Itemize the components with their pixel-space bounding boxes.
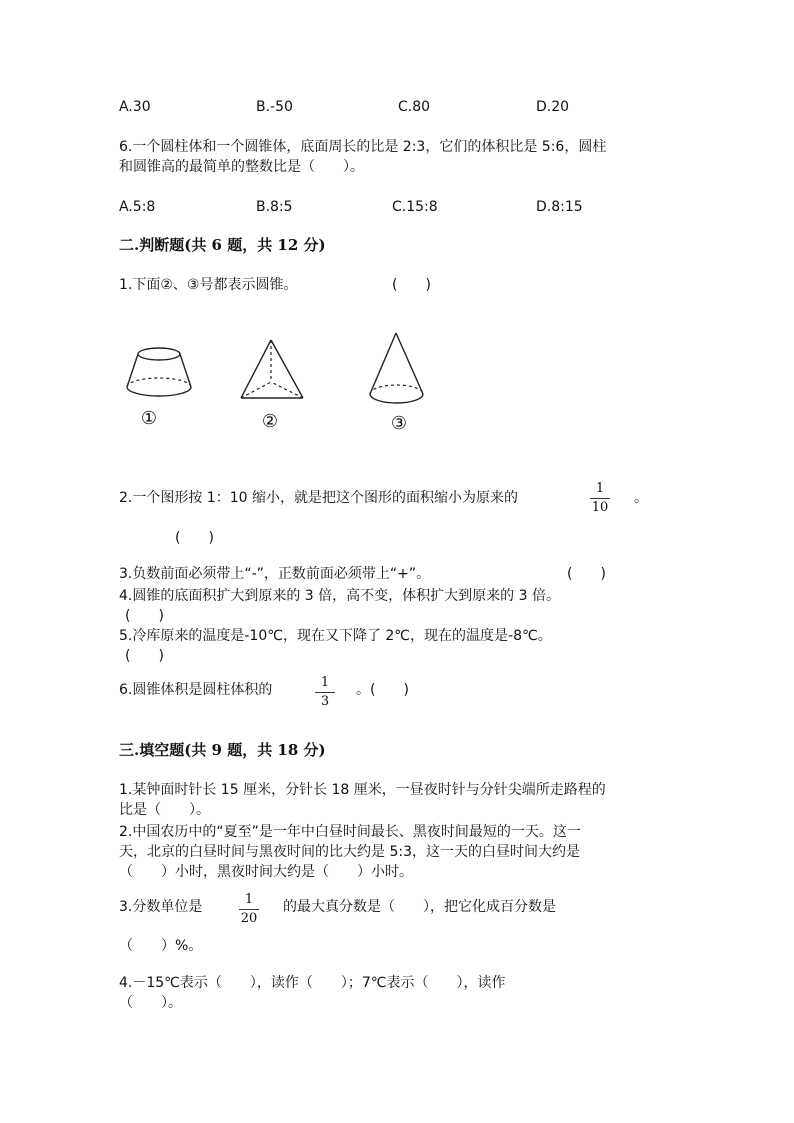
- pyramid-figure: [238, 337, 308, 402]
- s3-q2-line1: 2.中国农历中的“夏至”是一年中白昼时间最长、黑夜时间最短的一天。这一: [119, 824, 581, 840]
- s2-q3-paren: ( ): [567, 566, 606, 582]
- figure-label-1: ①: [140, 408, 158, 429]
- s2-q4-text: 4.圆锥的底面积扩大到原来的 3 倍，高不变，体积扩大到原来的 3 倍。: [119, 588, 560, 604]
- fraction-numerator: 1: [595, 481, 605, 496]
- s2-q2-fraction: [588, 481, 612, 516]
- s3-q2-line3: （ ）小时，黑夜时间大约是（ ）小时。: [119, 864, 413, 880]
- s2-q6-text: 6.圆锥体积是圆柱体积的: [119, 682, 273, 698]
- s3-q3-fraction: [237, 892, 261, 927]
- q5-option-a: A.30: [119, 99, 151, 115]
- fraction-denominator: 3: [320, 694, 330, 709]
- s2-q2-text: 2.一个图形按 1：10 缩小，就是把这个图形的面积缩小为原来的: [119, 490, 518, 506]
- q5-option-c: C.80: [398, 99, 431, 115]
- s2-q3-text: 3.负数前面必须带上“-”，正数前面必须带上“+”。: [119, 566, 431, 582]
- frustum-figure: [124, 345, 194, 405]
- figure-label-2: ②: [261, 411, 279, 432]
- s2-q2-paren: ( ): [175, 530, 214, 546]
- s2-q5-text: 5.冷库原来的温度是-10℃，现在又下降了 2℃，现在的温度是-8℃。: [119, 628, 552, 644]
- s2-q2-end: 。: [634, 490, 648, 506]
- fraction-bar: [590, 498, 610, 499]
- s3-q2-line2: 天，北京的白昼时间与黑夜时间的比大约是 5:3，这一天的白昼时间大约是: [119, 844, 580, 860]
- section3-title: 三.填空题(共 9 题，共 18 分): [119, 741, 326, 759]
- s3-q1-line2: 比是（ ）。: [119, 802, 210, 818]
- q6-option-d: D.8:15: [536, 199, 583, 215]
- s3-q4-line1: 4.－15℃表示（ ），读作（ ）；7℃表示（ ），读作: [119, 975, 506, 991]
- s3-q3-end: 的最大真分数是（ ），把它化成百分数是: [283, 899, 556, 915]
- s3-q4-line2: （ ）。: [119, 995, 182, 1011]
- s3-q3-line2: （ ）%。: [119, 938, 203, 954]
- q6-option-b: B.8:5: [256, 199, 293, 215]
- q6-option-c: C.15:8: [392, 199, 438, 215]
- s2-q4-paren: ( ): [125, 608, 164, 624]
- section2-title: 二.判断题(共 6 题，共 12 分): [119, 236, 326, 254]
- q5-option-b: B.-50: [256, 99, 293, 115]
- cone-figure: [367, 330, 427, 408]
- s2-q6-fraction: [313, 675, 337, 710]
- figure-label-3: ③: [390, 413, 408, 434]
- s2-q5-paren: ( ): [125, 648, 164, 664]
- fraction-numerator: 1: [244, 892, 254, 907]
- fraction-bar: [315, 692, 335, 693]
- s3-q3-start: 3.分数单位是: [119, 899, 203, 915]
- q6-text-line1: 6.一个圆柱体和一个圆锥体，底面周长的比是 2:3，它们的体积比是 5:6，圆柱: [119, 139, 607, 155]
- s2-q1-text: 1.下面②、③号都表示圆锥。: [119, 277, 298, 293]
- q6-text-line2: 和圆锥高的最简单的整数比是（ ）。: [119, 159, 364, 175]
- s2-q6-end: 。( ): [356, 682, 409, 698]
- q5-option-d: D.20: [536, 99, 570, 115]
- s2-q1-paren: ( ): [392, 277, 431, 293]
- s3-q1-line1: 1.某钟面时针长 15 厘米，分针长 18 厘米，一昼夜时针与分针尖端所走路程的: [119, 782, 606, 798]
- fraction-bar: [239, 909, 259, 910]
- q6-option-a: A.5:8: [119, 199, 156, 215]
- fraction-denominator: 20: [240, 911, 258, 926]
- fraction-denominator: 10: [591, 500, 609, 515]
- fraction-numerator: 1: [320, 675, 330, 690]
